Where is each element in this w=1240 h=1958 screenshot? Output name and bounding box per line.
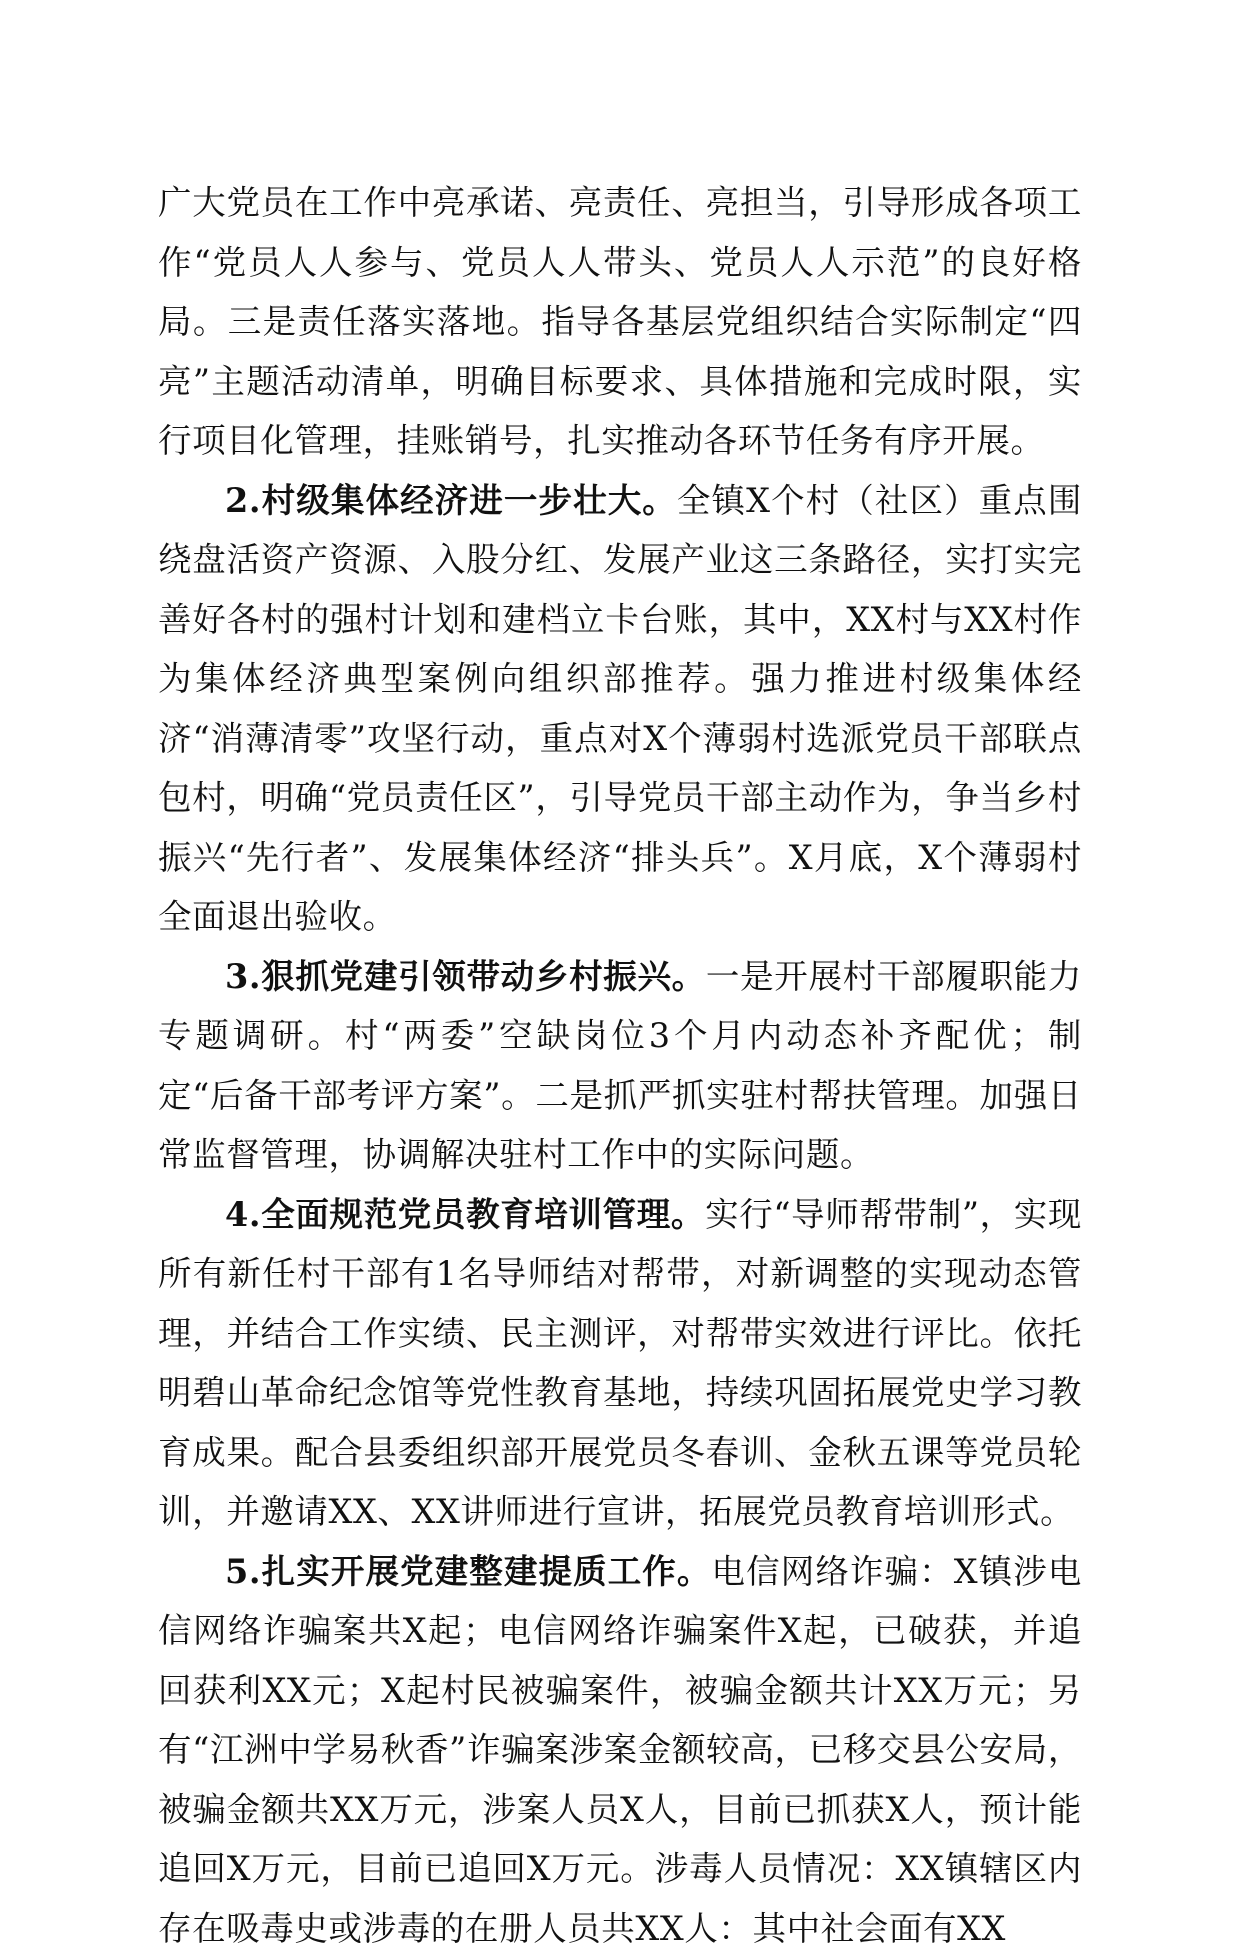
paragraph-5-text: 电信网络诈骗：X镇涉电信网络诈骗案共X起；电信网络诈骗案件X起，已破获，并追回获利XX元；X起村民被骗案件，被骗金额共计XX万元；另有“江洲中学易秋香”诈骗案涉案金额较高，已移交县公安局，被骗金额共XX万元，涉案人员X人，目前已抓获X人，预计能追回X万元，目前已追回X万元。涉毒人员情况：XX镇辖区内存在吸毒史或涉毒的在册人员共XX人：其中社会面有XX (158, 1552, 1082, 1948)
paragraph-2-text: 全镇X个村（社区）重点围绕盘活资产资源、入股分红、发展产业这三条路径，实打实完善好各村的强村计划和建档立卡台账，其中，XX村与XX村作为集体经济典型案例向组织部推荐。强力推进村级集体经济“消薄清零”攻坚行动，重点对X个薄弱村选派党员干部联点包村，明确“党员责任区”，引导党员干部主动作为，争当乡村振兴“先行者”、发展集体经济“排头兵”。X月底，X个薄弱村全面退出验收。 (158, 481, 1082, 937)
paragraph-4-text: 实行“导师帮带制”，实现所有新任村干部有1名导师结对帮带，对新调整的实现动态管理，并结合工作实绩、民主测评，对帮带实效进行评比。依托明碧山革命纪念馆等党性教育基地，持续巩固拓展党史学习教育成果。配合县委组织部开展党员冬春训、金秋五课等党员轮训，并邀请XX、XX讲师进行宣讲，拓展党员教育培训形式。 (158, 1195, 1082, 1532)
section-heading-5: 5.扎实开展党建整建提质工作。 (225, 1552, 712, 1591)
section-heading-3: 3.狠抓党建引领带动乡村振兴。 (225, 957, 706, 996)
paragraph-3 (158, 947, 1082, 1185)
paragraph-4 (158, 1185, 1082, 1542)
paragraph-1-text: 广大党员在工作中亮承诺、亮责任、亮担当，引导形成各项工作“党员人人参与、党员人人带头、党员人人示范”的良好格局。三是责任落实落地。指导各基层党组织结合实际制定“四亮”主题活动清单，明确目标要求、具体措施和完成时限，实行项目化管理，挂账销号，扎实推动各环节任务有序开展。 (158, 183, 1082, 460)
paragraph-1 (158, 173, 1082, 471)
paragraph-5 (158, 1542, 1082, 1958)
paragraph-2 (158, 471, 1082, 947)
section-heading-2: 2.村级集体经济进一步壮大。 (225, 481, 677, 520)
section-heading-4: 4.全面规范党员教育培训管理。 (225, 1195, 705, 1234)
paragraph-3-text: 一是开展村干部履职能力专题调研。村“两委”空缺岗位3个月内动态补齐配优；制定“后备干部考评方案”。二是抓严抓实驻村帮扶管理。加强日常监督管理，协调解决驻村工作中的实际问题。 (158, 957, 1082, 1175)
document-page (158, 173, 1082, 1958)
